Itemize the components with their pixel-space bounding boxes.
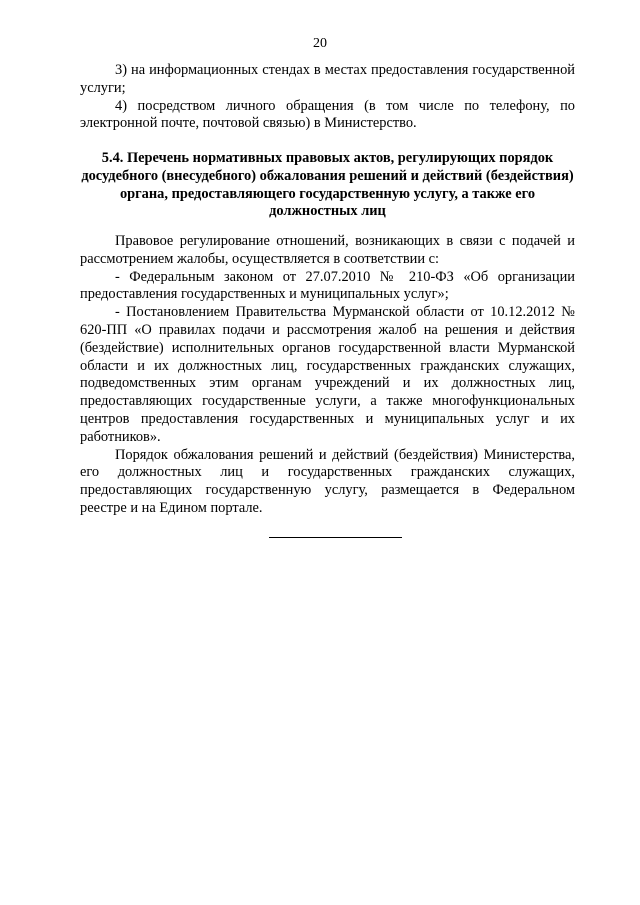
body-text	[80, 233, 575, 518]
list-item: 4) посредством личного обращения (в том числе по телефону, по электронной почте, почтовой связью) в Министерство.	[80, 97, 575, 132]
list-item: 3) на информационных стендах в местах предоставления государственной услуги;	[80, 62, 575, 96]
paragraph: - Федеральным законом от 27.07.2010 № 210-ФЗ «Об организации предоставления государственных и муниципальных услуг»;	[80, 268, 575, 303]
section-heading: 5.4. Перечень нормативных правовых актов, регулирующих порядок досудебного (внесудебного) обжалования решений и действий (бездействия) органа, предоставляющего государственную услугу, а также его должностных лиц	[81, 150, 574, 220]
page-number: 20	[313, 36, 327, 51]
paragraph: Правовое регулирование отношений, возникающих в связи с подачей и рассмотрением жалобы, осуществляется в соответствии с:	[80, 233, 575, 267]
paragraph: Порядок обжалования решений и действий (бездействия) Министерства, его должностных лиц и государственных гражданских служащих, предоставляющих государственную услугу, размещается в Федеральном реестре и на Едином портале.	[80, 446, 575, 516]
end-rule	[269, 537, 402, 538]
paragraph: - Постановлением Правительства Мурманской области от 10.12.2012 № 620-ПП «О правилах подачи и рассмотрения жалоб на решения и действия (бездействие) исполнительных органов государственной власти Мурманской области и их должностных лиц, государственных гражданских служащих, подведомственных этим органам учреждений и их должностных лиц, предоставляющих государственные услуги, а также многофункциональных центров предоставления государственных и муниципальных услуг и их работников».	[80, 304, 575, 445]
list-block	[80, 62, 575, 133]
